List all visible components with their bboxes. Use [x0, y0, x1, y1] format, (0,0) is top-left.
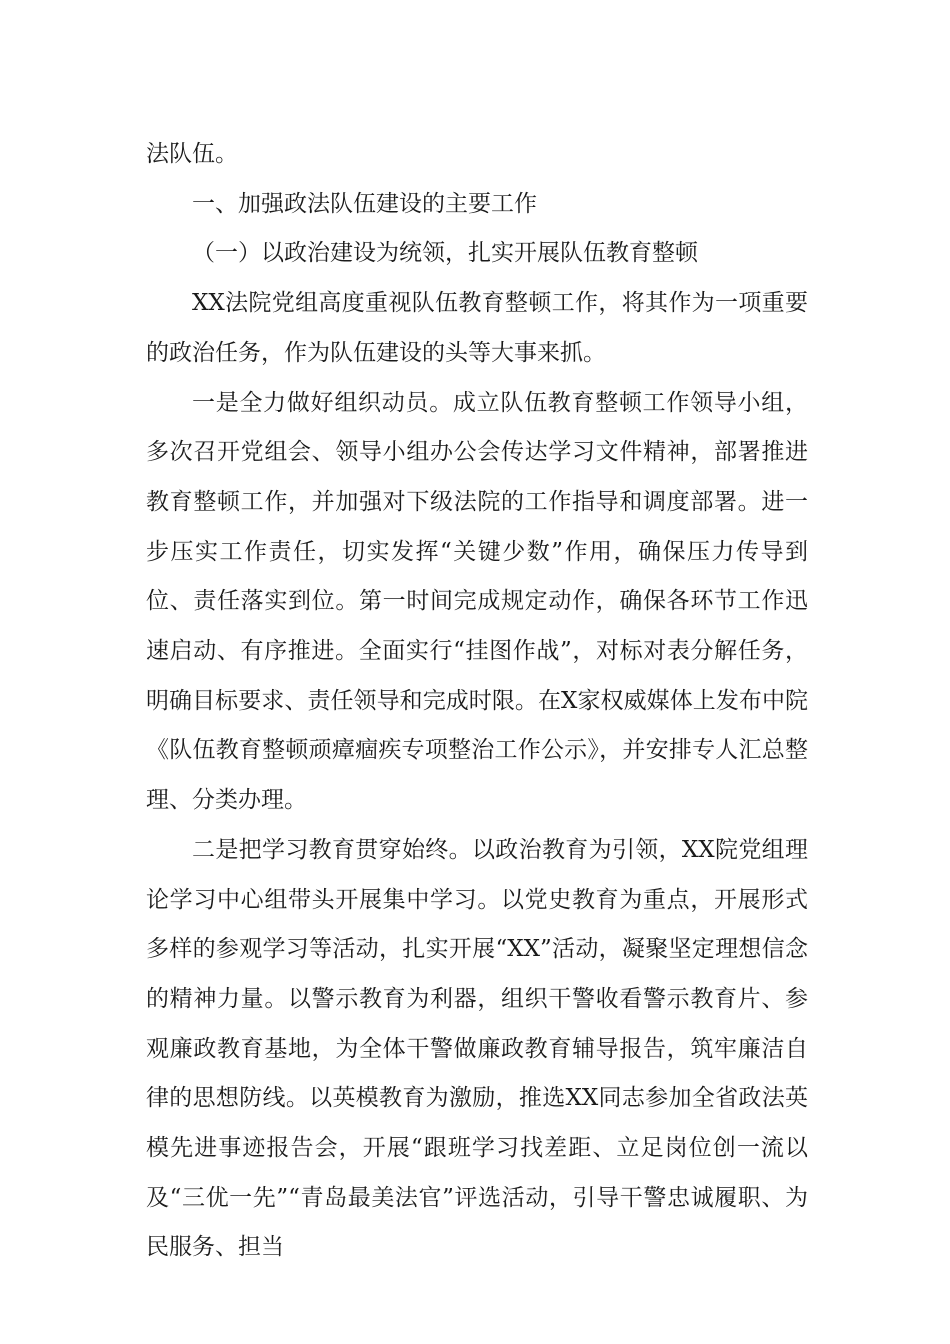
- paragraph-education: 二是把学习教育贯穿始终。以政治教育为引领，XX院党组理论学习中心组带头开展集中学习。以党史教育为重点，开展形式多样的参观学习等活动，扎实开展“XX”活动，凝聚坚定理想信念的精神力量。以警示教育为利器，组织干警收看警示教育片、参观廉政教育基地，为全体干警做廉政教育辅导报告，筑牢廉洁自律的思想防线。以英模教育为激励，推选XX同志参加全省政法英模先进事迹报告会，开展“跟班学习找差距、立足岗位创一流以及“三优一先”“青岛最美法官”评选活动，引导干警忠诚履职、为民服务、担当: [146, 836, 808, 1261]
- section-heading: 一、加强政法队伍建设的主要工作: [192, 190, 537, 217]
- document-body: [146, 130, 808, 1273]
- subsection-heading: （一）以政治建设为统领，扎实开展队伍教育整顿: [192, 240, 698, 267]
- paragraph-intro: XX法院党组高度重视队伍教育整顿工作，将其作为一项重要的政治任务，作为队伍建设的头等大事来抓。: [146, 290, 808, 366]
- paragraph-mobilization: 一是全力做好组织动员。成立队伍教育整顿工作领导小组，多次召开党组会、领导小组办公会传达学习文件精神，部署推进教育整顿工作，并加强对下级法院的工作指导和调度部署。进一步压实工作责任，切实发挥“关键少数”作用，确保压力传导到位、责任落实到位。第一时间完成规定动作，确保各环节工作迅速启动、有序推进。全面实行“挂图作战”，对标对表分解任务，明确目标要求、责任领导和完成时限。在X家权威媒体上发布中院《队伍教育整顿顽瘴痼疾专项整治工作公示》，并安排专人汇总整理、分类办理。: [146, 389, 808, 814]
- paragraph-continuation: 法队伍。: [146, 141, 238, 167]
